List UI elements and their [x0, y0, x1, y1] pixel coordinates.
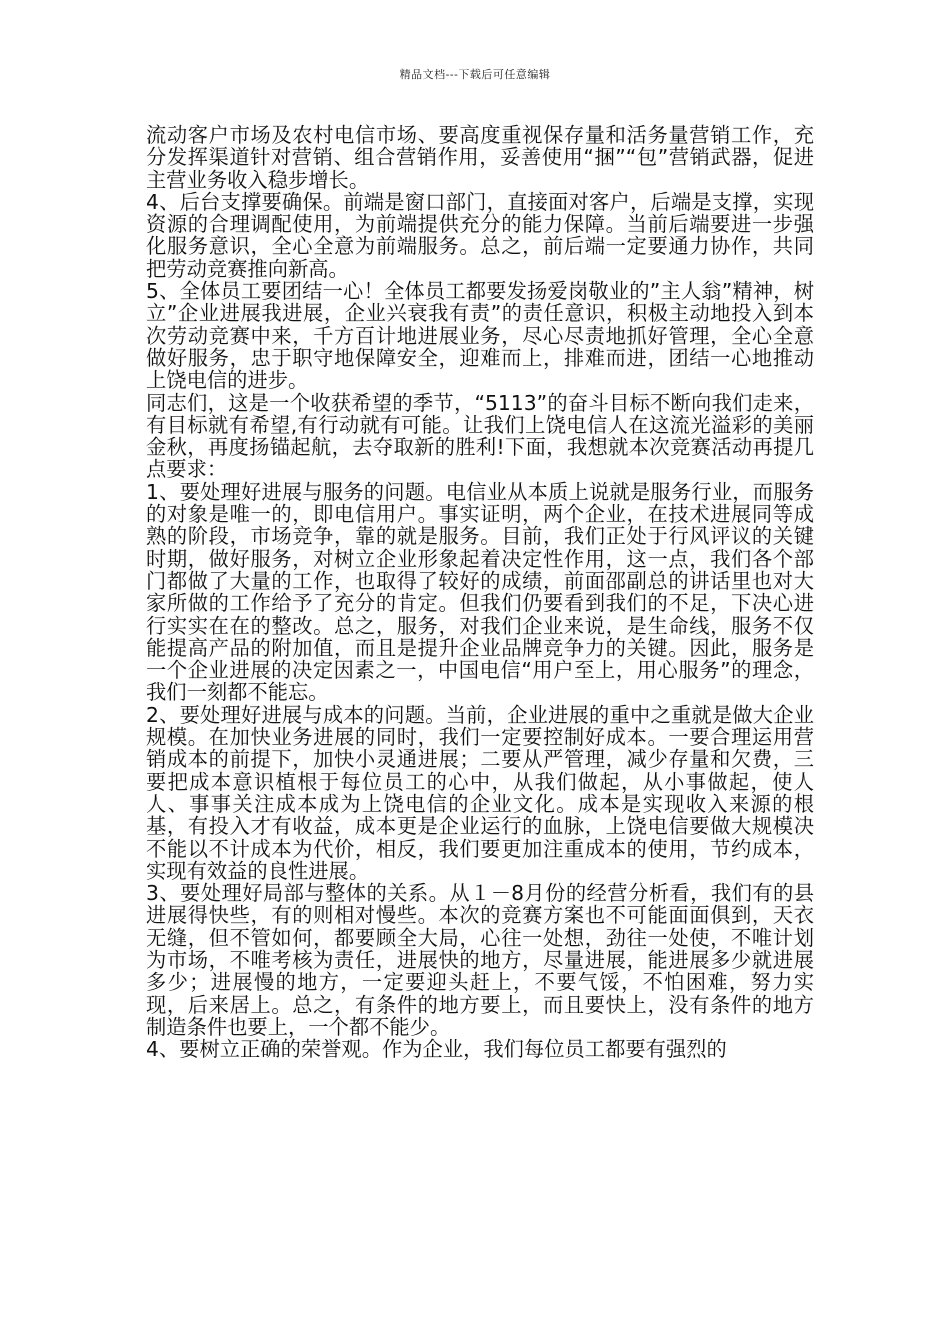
- paragraph: 2、要处理好进展与成本的问题。当前，企业进展的重中之重就是做大企业规模。在加快业务进展的同时，我们一定要控制好成本。一要合理运用营销成本的前提下，加快小灵通进展；二要从严管理，减少存量和欠费，三要把成本意识植根于每位员工的心中，从我们做起，从小事做起，使人人、事事关注成本成为上饶电信的企业文化。成本是实现收入来源的根基，有投入才有收益，成本更是企业运行的血脉，上饶电信要做大规模决不能以不计成本为代价，相反，我们要更加注重成本的使用，节约成本，实现有效益的良性进展。: [146, 702, 814, 883]
- paragraph: 4、后台支撑要确保。前端是窗口部门，直接面对客户，后端是支撑，实现资源的合理调配使用，为前端提供充分的能力保障。当前后端要进一步强化服务意识，全心全意为前端服务。总之，前后端一定要通力协作，共同把劳动竞赛推向新高。: [146, 189, 814, 281]
- document-body: [146, 124, 814, 1060]
- paragraph: 3、要处理好局部与整体的关系。从１－8月份的经营分析看，我们有的县进展得快些，有的则相对慢些。本次的竞赛方案也不可能面面俱到，天衣无缝，但不管如何，都要顾全大局，心往一处想，劲往一处使，不唯计划为市场，不唯考核为责任，进展快的地方，尽量进展，能进展多少就进展多少；进展慢的地方，一定要迎头赶上，不要气馁，不怕困难，努力实现，后来居上。总之，有条件的地方要上，而且要快上，没有条件的地方制造条件也要上，一个都不能少。: [146, 881, 814, 1039]
- paragraph: 5、全体员工要团结一心！全体员工都要发扬爱岗敬业的”主人翁”精神，树立”企业进展我进展，企业兴衰我有责”的责任意识，积极主动地投入到本次劳动竞赛中来，千方百计地进展业务，尽心尽责地抓好管理，全心全意做好服务，忠于职守地保障安全，迎难而上，排难而进，团结一心地推动上饶电信的进步。: [146, 279, 814, 393]
- paragraph: 1、要处理好进展与服务的问题。电信业从本质上说就是服务行业，而服务的对象是唯一的，即电信用户。事实证明，两个企业，在技术进展同等成熟的阶段，市场竞争，靠的就是服务。目前，我们正处于行风评议的关键时期，做好服务，对树立企业形象起着决定性作用，这一点，我们各个部门都做了大量的工作，也取得了较好的成绩，前面邵副总的讲话里也对大家所做的工作给予了充分的肯定。但我们仍要看到我们的不足，下决心进行实实在在的整改。总之，服务，对我们企业来说，是生命线，服务不仅能提高产品的附加值，而且是提升企业品牌竞争力的关键。因此，服务是一个企业进展的决定因素之一，中国电信“用户至上，用心服务”的理念，我们一刻都不能忘。: [146, 479, 814, 705]
- paragraph: 4、要树立正确的荣誉观。作为企业，我们每位员工都要有强烈的: [146, 1037, 727, 1062]
- paragraph: 同志们，这是一个收获希望的季节，“5113”的奋斗目标不断向我们走来，有目标就有希望,有行动就有可能。让我们上饶电信人在这流光溢彩的美丽金秋，再度扬锚起航，去夺取新的胜利!下面，我想就本次竞赛活动再提几点要求：: [146, 390, 814, 482]
- page-header: 精品文档---下载后可任意编辑: [399, 68, 551, 81]
- paragraph: 流动客户市场及农村电信市场、要高度重视保存量和活务量营销工作，充分发挥渠道针对营销、组合营销作用，妥善使用“捆”“包”营销武器，促进主营业务收入稳步增长。: [146, 123, 814, 192]
